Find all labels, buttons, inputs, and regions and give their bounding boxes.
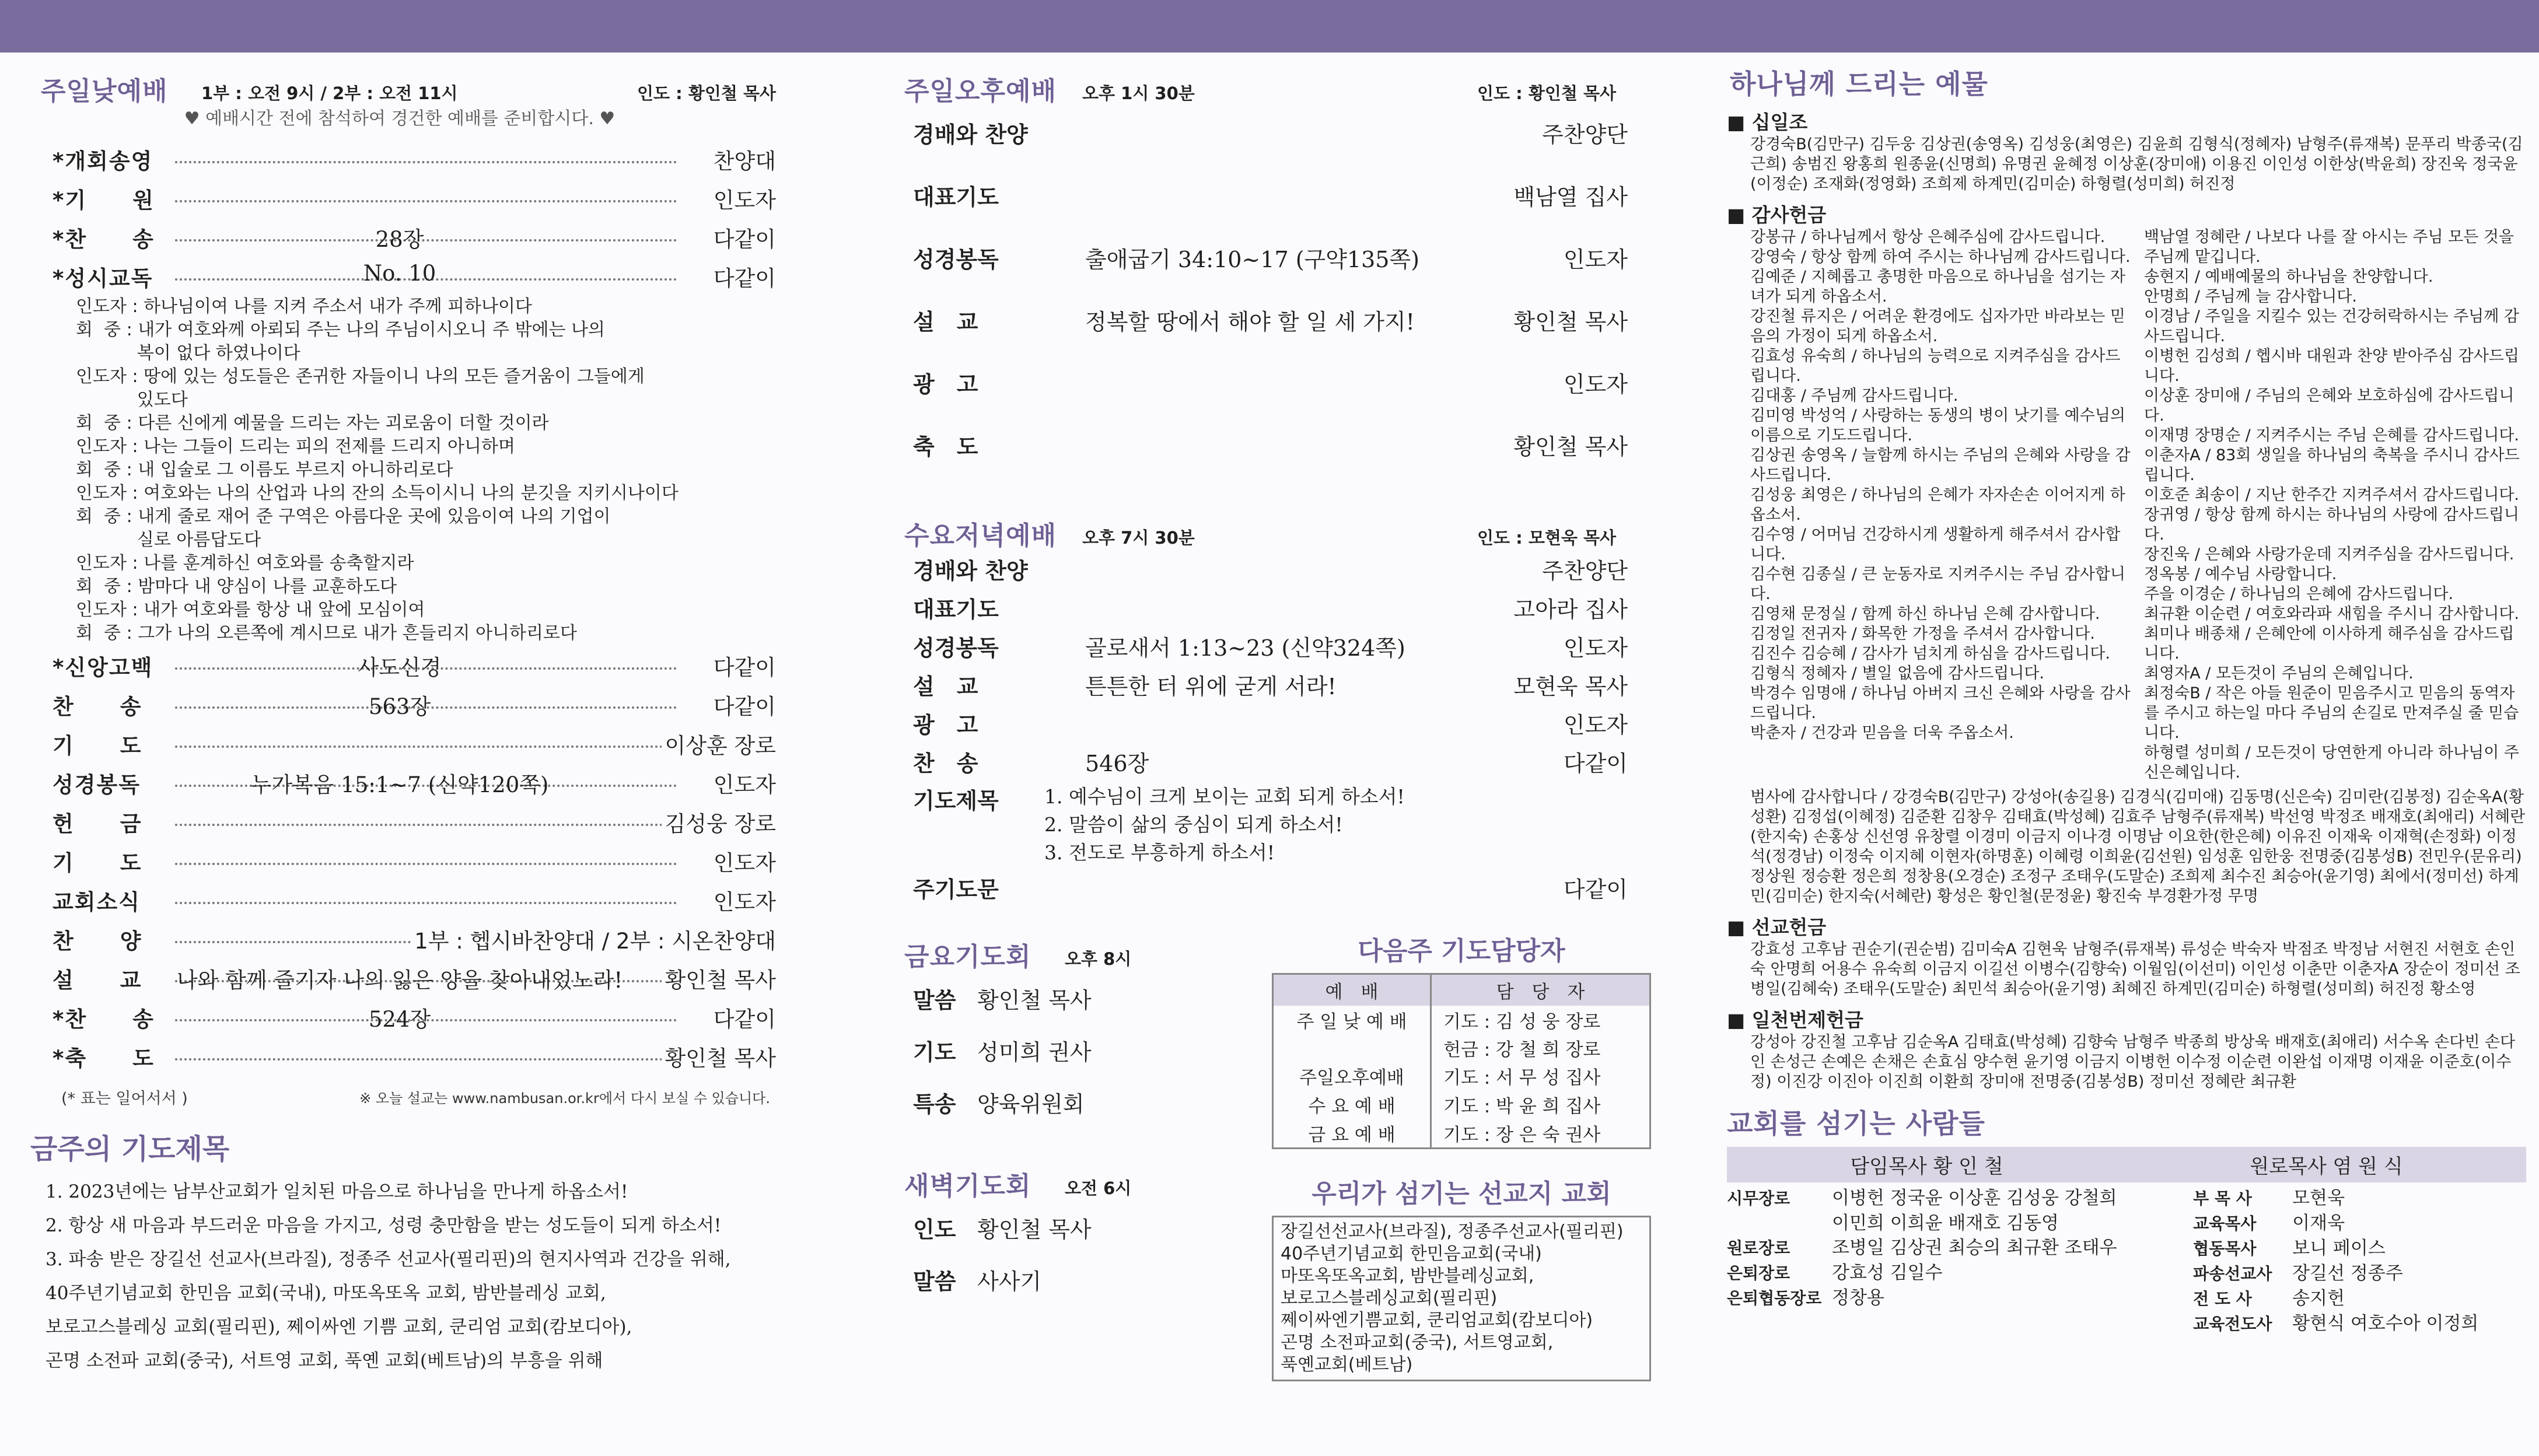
order-person: 다같이	[710, 261, 776, 292]
text-line: 최정숙B / 작은 아들 원준이 믿음주시고 믿음의 동역자를 주시고 하는일 마다 주님의 손길로 만져주실 줄 믿습니다.	[2144, 684, 2519, 742]
order-person: 인도자	[1563, 372, 1628, 397]
text-line: 강진철 류지은 / 어려운 환경에도 십자가만 바라보는 믿음의 가정이 되게 하옵소서.	[1750, 307, 2125, 345]
order-row	[875, 626, 1663, 665]
staff-row	[2193, 1186, 2526, 1211]
kv-value: 성미희 권사	[977, 1040, 1092, 1065]
order-label: 성경봉독	[913, 247, 999, 272]
text-line: 정옥봉 / 예수님 사랑합니다.	[2144, 565, 2337, 583]
order-content: 563장	[368, 694, 431, 719]
order-row	[23, 958, 776, 997]
order-person: 다같이	[710, 689, 776, 720]
column-services	[875, 58, 1663, 1456]
staff-names: 이민희 이희윤 배재호 김동영	[1832, 1213, 2059, 1234]
text-line: 최미나 배종채 / 은혜안에 이사하게 해주심을 감사드립니다.	[2144, 625, 2514, 663]
staff-role: 협동목사	[2193, 1239, 2257, 1258]
afternoon-time: 오후 1시 30분	[1082, 83, 1195, 103]
order-label: 대표기도	[913, 597, 999, 622]
staff-row	[1727, 1236, 2193, 1261]
text-line: 박춘자 / 건강과 믿음을 더욱 주옵소서.	[1750, 724, 2014, 742]
text-line: 2. 항상 새 마음과 부드러운 마음을 가지고, 성령 충만함을 받는 성도들이 되게 하소서!	[46, 1215, 722, 1236]
order-person: 이상훈 장로	[662, 728, 776, 760]
kv-key: 인도	[913, 1217, 956, 1242]
text-line: 인도자 : 하나님이여 나를 지켜 주소서 내가 주께 피하나이다	[76, 296, 532, 317]
tithe-names: 강경숙B(김만구) 김두웅 김상권(송영옥) 김성웅(최영은) 김윤희 김형식(정혜자) 남형주(류재복) 문푸리 박종국(김근희) 송범진 왕홍희 원종윤(신명희) 유명권 윤혜정 이상훈(장미애) 이용진 이인성 이한상(박윤희) 장진욱 정국윤(이정순) 조재화(정영화) 조희제 하계민(김미순) 하형렬(성미희) 허진정	[1750, 135, 2523, 193]
duty-person: 기도 : 장 은 숙 권사	[1443, 1125, 1601, 1146]
text-line: 곤명 소전파 교회(중국), 서트영 교회, 푹옌 교회(베트남)의 부흥을 위해	[46, 1350, 603, 1371]
people-left	[1727, 1186, 2193, 1336]
order-row	[875, 742, 1663, 780]
wednesday-time: 오후 7시 30분	[1082, 528, 1195, 548]
mission-heading: ■ 선교헌금	[1727, 916, 1827, 939]
text-line: 강영숙 / 항상 함께 하여 주시는 하나님께 감사드립니다.	[1750, 248, 2131, 266]
order-row	[23, 645, 776, 684]
order-label: 축 도	[913, 434, 978, 460]
prayer-list	[23, 1175, 776, 1378]
order-row	[23, 997, 776, 1036]
order-label: 설 교	[913, 674, 978, 699]
text-line: 회 중 : 그가 나의 오른쪽에 계시므로 내가 흔들리지 아니하리로다	[76, 623, 577, 643]
leader-dots	[175, 746, 677, 748]
order-label: 경배와 찬양	[913, 122, 1028, 148]
text-line: 장진욱 / 은혜와 사랑가운데 지켜주심을 감사드립니다.	[2144, 545, 2514, 564]
text-line: 백남열 정혜란 / 나보다 나를 잘 아시는 주님 모든 것을 주님께 맡깁니다.	[2144, 228, 2514, 266]
text-line: 김형식 정혜자 / 별일 없음에 감사드립니다.	[1750, 664, 2044, 682]
text-line: 마또옥또옥교회, 밤반블레싱교회,	[1281, 1266, 1534, 1286]
text-line: 3. 전도로 부흥하게 하소서!	[1044, 841, 1275, 864]
leader-dots	[175, 200, 677, 202]
text-line: 실로 아름답도다	[76, 530, 261, 550]
thanks-heading: ■ 감사헌금	[1727, 204, 1827, 226]
order-row	[23, 684, 776, 723]
text-line: 김수현 김종실 / 큰 눈동자로 지켜주시는 주님 감사합니다.	[1750, 565, 2125, 603]
next-week-title: 다음주 기도담당자	[1358, 936, 1565, 966]
order-row	[875, 167, 1663, 230]
order-label: 설 교	[913, 309, 978, 335]
staff-role: 전 도 사	[2193, 1289, 2252, 1308]
thanks-all: 범사에 감사합니다 / 강경숙B(김만구) 강성아(송길용) 김경식(김미애) 김동명(신은숙) 김미란(김봉정) 김순옥A(황성환) 김정섭(이혜정) 김준환 김창우 김태효(박성혜) 김효주 남형주(류재복) 박선영 박정조 배재호(최애리) 서혜란(한지숙) 손홍상 신선영 유창렬 이경미 이금지 이나경 이명남 이요한(한은혜) 이유진 이재욱 이재혁(손정화) 이정석(정경남) 이정숙 이지혜 이현자(하명훈) 이혜령 이희윤(김선원) 임성훈 임한웅 전명중(김봉성B) 전민우(문유리) 정상원 정승환 정은희 정창용(오경순) 조정구 조태우(도말순) 조희제 최수진 최승아(윤기영) 최에서(정미선) 하계민(김미순) 한지숙(서혜란) 황성은 황인철(문정윤) 황진숙 부경환가정 무명	[1750, 788, 2526, 905]
friday-time: 오후 8시	[1065, 949, 1132, 969]
prayer-title: 금주의 기도제목	[30, 1133, 230, 1166]
order-person: 백남열 집사	[1513, 184, 1628, 210]
header-bar	[0, 0, 2539, 52]
text-line: 인도자 : 나는 그들이 드리는 피의 전제를 드리지 아니하며	[76, 436, 515, 457]
order-person: 다같이	[710, 650, 776, 681]
staff-names: 보니 페이스	[2292, 1238, 2386, 1259]
order-row	[875, 550, 1663, 588]
staff-role: 시무장로	[1727, 1189, 1790, 1208]
staff-names: 모현욱	[2292, 1188, 2345, 1209]
order-person: 인도자	[710, 884, 776, 916]
order-person: 인도자	[1563, 712, 1628, 738]
order-person: 황인철 목사	[1513, 309, 1628, 335]
staff-row	[2193, 1211, 2526, 1236]
leader-dots	[175, 902, 677, 904]
text-line: 회 중 : 내가 여호와께 아뢰되 주는 나의 주님이시오니 주 밖에는 나의	[76, 320, 605, 340]
text-line: 회 중 : 다른 신에게 예물을 드리는 자는 괴로움이 더할 것이라	[76, 413, 549, 433]
order-person: 주찬양단	[1542, 122, 1628, 148]
staff-role: 교육전도사	[2193, 1314, 2272, 1334]
staff-row	[2193, 1236, 2526, 1261]
leader-dots	[175, 161, 677, 163]
order-label: *성시교독	[53, 266, 153, 291]
order-content: 정복할 땅에서 해야 할 일 세 가지!	[1085, 309, 1415, 335]
text-line: 인도자 : 땅에 있는 성도들은 존귀한 자들이니 나의 모든 즐거움이 그들에게	[76, 366, 645, 387]
order-label: 성경봉독	[913, 635, 999, 661]
notice: ♥ 예배시간 전에 참석하여 경건한 예배를 준비합시다. ♥	[184, 108, 615, 129]
kv-value: 사사기	[977, 1269, 1042, 1294]
text-line: 인도자 : 여호와는 나의 산업과 나의 잔의 소득이시니 나의 분깃을 지키시나이다	[76, 483, 679, 503]
order-person: 인도자	[1563, 635, 1628, 661]
order-row	[23, 723, 776, 762]
text-line: 곤명 소전파교회(중국), 서트영교회,	[1281, 1332, 1554, 1353]
lords-prayer-label: 주기도문	[913, 877, 999, 902]
order-label: 광 고	[913, 372, 978, 397]
tithe-heading: ■ 십일조	[1727, 111, 1808, 134]
text-line: 이재명 장명순 / 지켜주시는 주님 은혜를 감사드립니다.	[2144, 426, 2519, 444]
senior-pastor: 담임목사 황 인 철	[1850, 1155, 2003, 1178]
text-line: 복이 없다 하였나이다	[76, 343, 300, 363]
kv-key: 특송	[913, 1091, 956, 1117]
duty-row	[1273, 1090, 1650, 1119]
order-person: 다같이	[710, 222, 776, 253]
text-line: 김정일 전귀자 / 화목한 가정을 주셔서 감사합니다.	[1750, 625, 2095, 643]
thanks-left	[1750, 228, 2132, 783]
text-line: 푹옌교회(베트남)	[1281, 1354, 1413, 1375]
order-label: 찬 송	[53, 694, 142, 719]
staff-row	[1727, 1186, 2193, 1211]
text-line: 김상권 송영옥 / 늘함께 하시는 주님의 은혜와 사랑을 감사드립니다.	[1750, 446, 2131, 484]
order-label: 찬 양	[53, 929, 142, 954]
stand-note: (* 표는 일어서서 )	[61, 1090, 188, 1108]
text-line: 쩨이싸엔기쁨교회, 쿤리엄교회(캄보디아)	[1281, 1310, 1593, 1331]
text-line: 이상훈 장미애 / 주님의 은혜와 보호하심에 감사드립니다.	[2144, 387, 2514, 425]
order-person: 인도자	[710, 845, 776, 877]
staff-role: 교육목사	[2193, 1214, 2257, 1233]
order-row	[23, 256, 776, 295]
duty-service	[1273, 1034, 1431, 1062]
order-content: 546장	[1085, 751, 1149, 776]
text-line: 회 중 : 밤마다 내 양심이 나를 교훈하도다	[76, 576, 397, 597]
responsive-reading	[76, 295, 776, 645]
text-line: 보로고스블레싱 교회(필리핀), 쩨이싸엔 기쁨 교회, 쿤리엄 교회(캄보디아),	[46, 1317, 632, 1338]
people-title: 교회를 섬기는 사람들	[1727, 1108, 1985, 1139]
duty-row	[1273, 1119, 1650, 1149]
text-line: 이병헌 김성희 / 헵시바 대원과 찬양 받아주심 감사드립니다.	[2144, 347, 2519, 385]
text-line: 40주년기념교회 한민음교회(국내)	[1281, 1244, 1542, 1264]
staff-row	[1727, 1211, 2193, 1236]
text-line: 40주년기념교회 한민음 교회(국내), 마또옥또옥 교회, 밤반블레싱 교회,	[46, 1283, 606, 1304]
order-person: 황인철 목사	[1513, 434, 1628, 460]
kv-row	[913, 1212, 1248, 1244]
text-line: 있도다	[76, 390, 188, 410]
order-person: 인도자	[710, 767, 776, 799]
next-week-table	[1272, 973, 1651, 1149]
staff-role: 파송선교사	[2193, 1264, 2272, 1283]
order-label: 성경봉독	[53, 772, 141, 797]
order-row	[875, 704, 1663, 742]
order-label: 설 교	[53, 968, 142, 993]
emeritus-pastor: 원로목사 염 원 식	[2250, 1155, 2403, 1178]
order-content: 524장	[368, 1007, 431, 1032]
wednesday-prayer-list	[1044, 783, 1405, 867]
duty-service: 주 일 낮 예 배	[1273, 1006, 1431, 1034]
kv-key: 기도	[913, 1040, 956, 1065]
order-person: 찬양대	[710, 144, 776, 175]
friday-title: 금요기도회	[904, 942, 1031, 972]
kv-value: 양육위원회	[977, 1091, 1085, 1117]
staff-role: 은퇴협동장로	[1727, 1289, 1822, 1308]
order-person: 주찬양단	[1542, 558, 1628, 584]
duty-service: 수 요 예 배	[1273, 1090, 1431, 1119]
text-line: 김진수 김승혜 / 감사가 넘치게 하심을 감사드립니다.	[1750, 645, 2110, 663]
order-content: 나와 함께 즐기자 나의 잃은 양을 찾아내었노라!	[176, 968, 623, 993]
staff-row	[2193, 1261, 2526, 1286]
order-person: 인도자	[1563, 247, 1628, 272]
text-line: 김효성 유숙희 / 하나님의 능력으로 지켜주심을 감사드립니다.	[1750, 347, 2121, 385]
text-line: 이경남 / 주일을 지킬수 있는 건강허락하시는 주님께 감사드립니다.	[2144, 307, 2519, 345]
order-row	[23, 217, 776, 256]
order-person: 인도자	[710, 183, 776, 214]
text-line: 장길선선교사(브라질), 정종주선교사(필리핀)	[1281, 1222, 1624, 1242]
staff-role: 은퇴장로	[1727, 1264, 1790, 1283]
mission-offering-names: 강효성 고후남 권순기(권순범) 김미숙A 김현욱 남형주(류재복) 류성순 박숙자 박점조 박정남 서현진 서현호 손인숙 안명희 어용수 유숙희 이금지 이길선 이병수(김향숙) 이월임(이선미) 이인성 이춘만 이춘자A 장순이 정미선 조병일(김혜숙) 조태우(도말순) 최민석 최승아(윤기영) 최혜진 하계민(김미순) 하형렬(성미희) 허진정 황소영	[1750, 940, 2520, 998]
text-line: 박경수 임명애 / 하나님 아버지 크신 은혜와 사랑을 감사드립니다.	[1750, 684, 2131, 722]
website-note: ※ 오늘 설교는 www.nambusan.or.kr에서 다시 보실 수 있습니다.	[359, 1090, 770, 1107]
mission-list	[1272, 1216, 1651, 1381]
order-row	[875, 665, 1663, 704]
text-line: 1. 예수님이 크게 보이는 교회 되게 하소서!	[1044, 785, 1405, 808]
afternoon-leader: 인도 : 황인철 목사	[1477, 83, 1616, 103]
staff-names: 이병헌 정국윤 이상훈 김성웅 강철희	[1832, 1188, 2117, 1209]
leader-dots	[175, 1058, 677, 1060]
order-label: *신앙고백	[53, 655, 153, 680]
staff-names: 이재욱	[2292, 1213, 2345, 1234]
text-line: 하형렬 성미희 / 모든것이 당연한게 아니라 하나님이 주신은혜입니다.	[2144, 744, 2519, 782]
leader-dots	[175, 863, 677, 865]
duty-row	[1273, 1006, 1650, 1034]
order-person: 다같이	[1563, 751, 1628, 776]
staff-names: 황현식 여호수아 이정희	[2292, 1313, 2479, 1334]
text-line: 주을 이경순 / 하나님의 은혜에 감사드립니다.	[2144, 585, 2454, 603]
order-label: *찬 송	[53, 1007, 155, 1032]
duty-person: 기도 : 서 무 성 집사	[1443, 1068, 1601, 1088]
kv-row	[913, 1034, 1248, 1066]
staff-names: 정창용	[1832, 1287, 1884, 1308]
dawn-time: 오전 6시	[1065, 1178, 1132, 1198]
duty-row	[1273, 1062, 1650, 1090]
leader-dots	[175, 824, 677, 826]
text-line: 김영채 문정실 / 함께 하신 하나님 은혜 감사합니다.	[1750, 605, 2100, 623]
staff-row	[2193, 1286, 2526, 1311]
order-label: 대표기도	[913, 184, 999, 210]
kv-value: 황인철 목사	[977, 1217, 1092, 1242]
order-content: 출애굽기 34:10~17 (구약135쪽)	[1085, 247, 1419, 272]
kv-row	[913, 1086, 1248, 1118]
order-content: 튼튼한 터 위에 굳게 서라!	[1085, 674, 1337, 699]
order-row	[23, 178, 776, 217]
order-person: 다같이	[710, 1002, 776, 1033]
order-row	[23, 762, 776, 802]
staff-names: 강효성 김일수	[1832, 1262, 1943, 1283]
order-person: 모현욱 목사	[1513, 674, 1628, 699]
order-label: *찬 송	[53, 227, 155, 252]
staff-names: 송지헌	[2292, 1288, 2345, 1309]
order-row	[23, 880, 776, 919]
duty-row	[1273, 1034, 1650, 1062]
special-heading: ■ 일천번제헌금	[1727, 1009, 1863, 1031]
order-content: 28장	[375, 227, 424, 252]
text-line: 이춘자A / 83회 생일을 하나님의 축복을 주시니 감사드립니다.	[2144, 446, 2520, 484]
header-person: 담 당 자	[1496, 982, 1585, 1003]
column-offerings	[1727, 58, 2526, 1456]
staff-row	[1727, 1286, 2193, 1311]
order-label: *축 도	[53, 1046, 155, 1071]
text-line: 송현지 / 예배예물의 하나님을 찬양합니다.	[2144, 268, 2433, 286]
order-content: No. 10	[363, 261, 436, 286]
kv-row	[913, 1264, 1248, 1296]
dawn-title: 새벽기도회	[904, 1171, 1031, 1201]
duty-person: 헌금 : 강 철 희 장로	[1443, 1040, 1601, 1060]
text-line: 최영자A / 모든것이 주님의 은혜입니다.	[2144, 664, 2414, 682]
order-row	[23, 139, 776, 178]
order-row	[23, 919, 776, 958]
order-person: 황인철 목사	[662, 963, 776, 994]
staff-names: 조병일 김상권 최승의 최규환 조태우	[1832, 1237, 2117, 1258]
order-label: 기 도	[53, 850, 142, 876]
text-line: 보로고스블레싱교회(필리핀)	[1281, 1288, 1498, 1308]
staff-role: 원로장로	[1727, 1238, 1790, 1258]
text-line: 강봉규 / 하나님께서 항상 은혜주심에 감사드립니다.	[1750, 228, 2106, 246]
order-row	[875, 588, 1663, 626]
order-row	[875, 230, 1663, 292]
order-row	[875, 355, 1663, 417]
service-time: 1부 : 오전 9시 / 2부 : 오전 11시	[201, 83, 458, 103]
kv-value: 황인철 목사	[977, 988, 1092, 1013]
text-line: 이호준 최송이 / 지난 한주간 지켜주셔서 감사드립니다.	[2144, 486, 2519, 504]
header-service: 예 배	[1273, 974, 1431, 1006]
wednesday-leader: 인도 : 모현욱 목사	[1477, 528, 1616, 548]
kv-key: 말씀	[913, 988, 956, 1013]
text-line: 회 중 : 내게 줄로 재어 준 구역은 아름다운 곳에 있음이여 나의 기업이	[76, 506, 611, 527]
duty-service: 주일오후예배	[1273, 1062, 1431, 1090]
order-label: *기 원	[53, 188, 155, 213]
text-line: 김수영 / 어머님 건강하시게 생활하게 해주셔서 감사합니다.	[1750, 526, 2121, 564]
order-label: 경배와 찬양	[913, 558, 1028, 584]
text-line: 3. 파송 받은 장길선 선교사(브라질), 정종주 선교사(필리핀)의 현지사역과 건강을 위해,	[46, 1249, 731, 1270]
section-title: 주일낮예배	[41, 76, 168, 106]
thanks-right	[2144, 228, 2526, 783]
order-content: 골로새서 1:13~23 (신약324쪽)	[1085, 635, 1405, 661]
text-line: 김예준 / 지혜롭고 총명한 마음으로 하나님을 섬기는 자녀가 되게 하옵소서.	[1750, 268, 2125, 306]
order-person: 고아라 집사	[1513, 597, 1628, 622]
text-line: 김미영 박성억 / 사랑하는 동생의 병이 낫기를 예수님의 이름으로 기도드립니다.	[1750, 407, 2125, 444]
text-line: 1. 2023년에는 남부산교회가 일치된 마음으로 하나님을 만나게 하옵소서!	[46, 1181, 628, 1202]
mission-title: 우리가 섬기는 선교지 교회	[1312, 1179, 1611, 1209]
staff-role: 부 목 사	[2193, 1189, 2252, 1208]
service-leader: 인도 : 황인철 목사	[637, 83, 776, 103]
order-label: 교회소식	[53, 890, 141, 915]
duty-person: 기도 : 김 성 웅 장로	[1443, 1012, 1601, 1032]
people-right	[2193, 1186, 2526, 1336]
text-line: 2. 말씀이 삶의 중심이 되게 하소서!	[1044, 813, 1343, 836]
offering-title: 하나님께 드리는 예물	[1730, 68, 1988, 100]
text-line: 회 중 : 내 입술로 그 이름도 부르지 아니하리로다	[76, 460, 453, 480]
kv-key: 말씀	[913, 1269, 956, 1294]
order-content: 누가복음 15:1~7 (신약120쪽)	[250, 772, 549, 797]
duty-person: 기도 : 박 윤 희 집사	[1443, 1096, 1601, 1117]
prayer-label: 기도제목	[913, 788, 999, 814]
order-label: 헌 금	[53, 811, 142, 836]
order-row	[23, 802, 776, 841]
text-line: 인도자 : 나를 훈계하신 여호와를 송축할지라	[76, 553, 414, 573]
order-label: *개회송영	[53, 149, 153, 174]
order-row	[875, 292, 1663, 355]
duty-service: 금 요 예 배	[1273, 1119, 1431, 1149]
order-label: 기 도	[53, 733, 142, 758]
text-line: 인도자 : 내가 여호와를 항상 내 앞에 모심이여	[76, 600, 425, 620]
order-row	[875, 105, 1663, 167]
text-line: 김성웅 최영은 / 하나님의 은혜가 자자손손 이어지게 하옵소서.	[1750, 486, 2125, 524]
special-offering-names: 강성아 강진철 고후남 김순옥A 김태효(박성혜) 김향숙 남형주 박종희 방상욱 배재호(최애리) 서수옥 손다빈 손다인 손성근 손예은 손채은 손효심 양수현 윤기영 이금지 이병헌 이수정 이순련 이완섭 이재명 이재윤 이준호(이수정) 이진강 이진아 이진희 이환희 장미애 전명중(김봉성B) 정미선 정혜란 최규환	[1750, 1033, 2516, 1091]
order-row	[875, 417, 1663, 480]
lords-prayer-who: 다같이	[1563, 877, 1628, 902]
order-content: 사도신경	[358, 655, 442, 680]
text-line: 김대홍 / 주님께 감사드립니다.	[1750, 387, 1959, 405]
text-line: 장귀영 / 항상 함께 하시는 하나님의 사랑에 감사드립니다.	[2144, 506, 2519, 544]
afternoon-title: 주일오후예배	[904, 76, 1057, 106]
order-label: 찬 송	[913, 751, 978, 776]
column-sunday-service	[23, 58, 776, 1456]
staff-row	[2193, 1311, 2526, 1336]
order-person: 1부 : 헵시바찬양대 / 2부 : 시온찬양대	[411, 923, 776, 955]
order-row	[23, 1036, 776, 1075]
order-label: 광 고	[913, 712, 978, 738]
wednesday-title: 수요저녁예배	[904, 521, 1057, 551]
text-line: 최규환 이순련 / 여호와라파 새힘을 주시니 감사합니다.	[2144, 605, 2519, 623]
order-person: 황인철 목사	[662, 1041, 776, 1072]
text-line: 안명희 / 주님께 늘 감사합니다.	[2144, 288, 2357, 306]
staff-row	[1727, 1261, 2193, 1286]
order-person: 김성웅 장로	[662, 806, 776, 838]
order-row	[23, 841, 776, 880]
staff-names: 장길선 정종주	[2292, 1263, 2403, 1284]
kv-row	[913, 982, 1248, 1014]
